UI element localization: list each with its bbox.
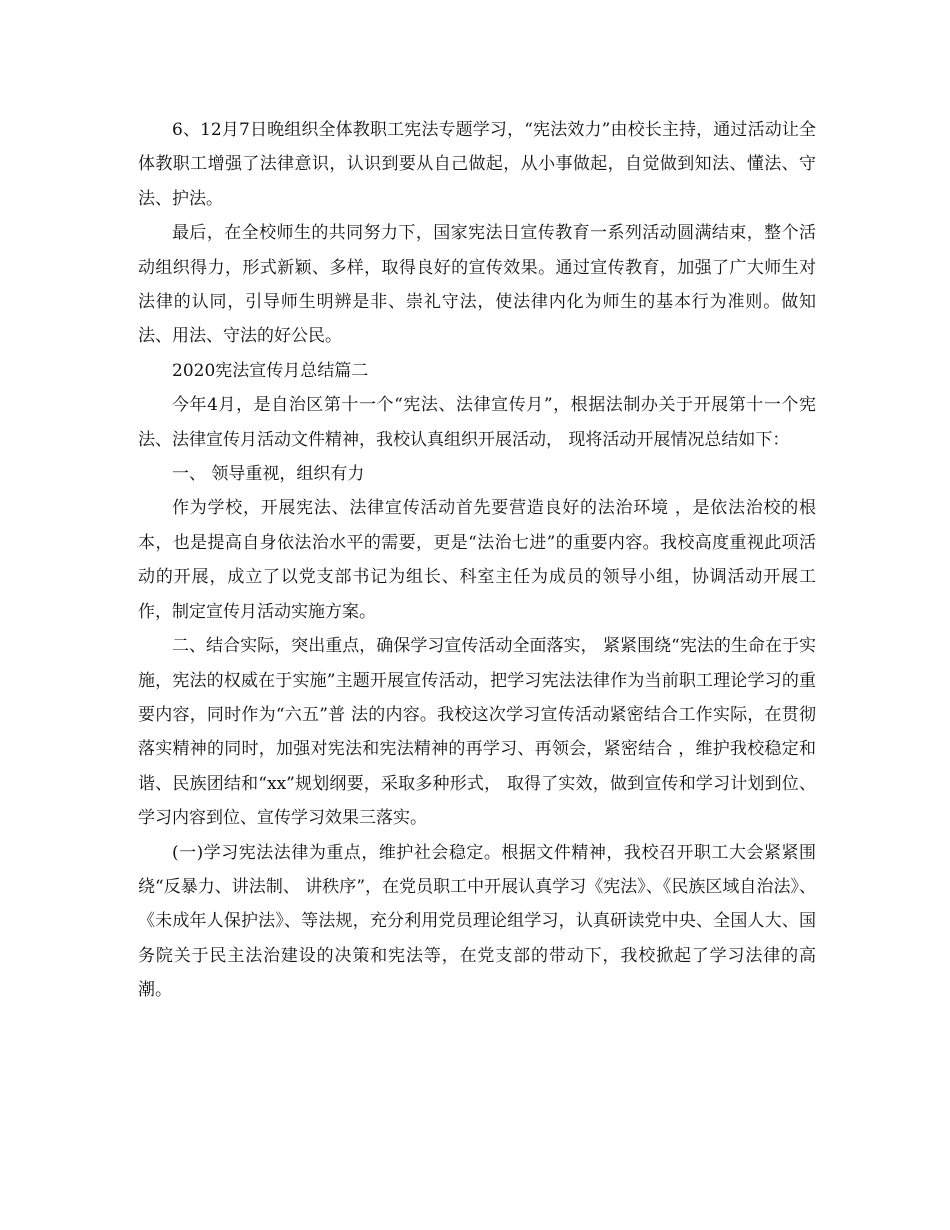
paragraph-practice: 二、结合实际，突出重点，确保学习宣传活动全面落实， 紧紧围绕“宪法的生命在于实施，宪法的权威在于实施”主题开展宣传活动，把学习宪法法律作为当前职工理论学习的重要内容，同时作为“六五”普 法的内容。我校这次学习宣传活动紧密结合工作实际，在贯彻落实精神的同时，加强对宪法和宪法精神的再学习、再领会，紧密结合 ，维护我校稳定和谐、民族团结和“xx”规划纲要，采取多种形式， 取得了实效，做到宣传和学习计划到位、学习内容到位、宣传学习效果三落实。 (138, 636, 816, 829)
paragraph-leadership: 作为学校，开展宪法、法律宣传活动首先要营造良好的法治环境 ，是依法治校的根本，也是提高自身依法治水平的需要，更是“法治七进”的重要内容。我校高度重视此项活动的开展，成立了以党支部书记为组长、科室主任为成员的领导小组，协调活动开展工作，制定宣传月活动实施方案。 (138, 498, 816, 622)
paragraph-conclusion: 最后，在全校师生的共同努力下，国家宪法日宣传教育一系列活动圆满结束，整个活动组织得力，形式新颖、多样，取得良好的宣传效果。通过宣传教育，加强了广大师生对法律的认同，引导师生明辨是非、崇礼守法，使法律内化为师生的基本行为准则。做知法、用法、守法的好公民。 (138, 223, 816, 347)
paragraph-intro: 今年4月，是自治区第十一个“宪法、法律宣传月”，根据法制办关于开展第十一个宪法、法律宣传月活动文件精神，我校认真组织开展活动， 现将活动开展情况总结如下： (138, 395, 816, 450)
paragraph-study-focus: (一)学习宪法法律为重点，维护社会稳定。根据文件精神，我校召开职工大会紧紧围绕“反暴力、讲法制、 讲秩序”，在党员职工中开展认真学习《宪法》、《民族区域自治法》、《未成年人保护法》、等法规，充分利用党员理论组学习，认真研读党中央、全国人大、国务院关于民主法治建设的决策和宪法等，在党支部的带动下，我校掀起了学习法律的高潮。 (138, 842, 816, 1001)
subheading-leadership: 一、 领导重视，组织有力 (172, 464, 365, 485)
document-body (138, 113, 816, 1008)
section-heading-part-two: 2020宪法宣传月总结篇二 (172, 360, 369, 381)
paragraph-item-6-study: 6、12月7日晚组织全体教职工宪法专题学习，“宪法效力”由校长主持，通过活动让全体教职工增强了法律意识，认识到要从自己做起，从小事做起，自觉做到知法、懂法、守法、护法。 (138, 120, 816, 209)
